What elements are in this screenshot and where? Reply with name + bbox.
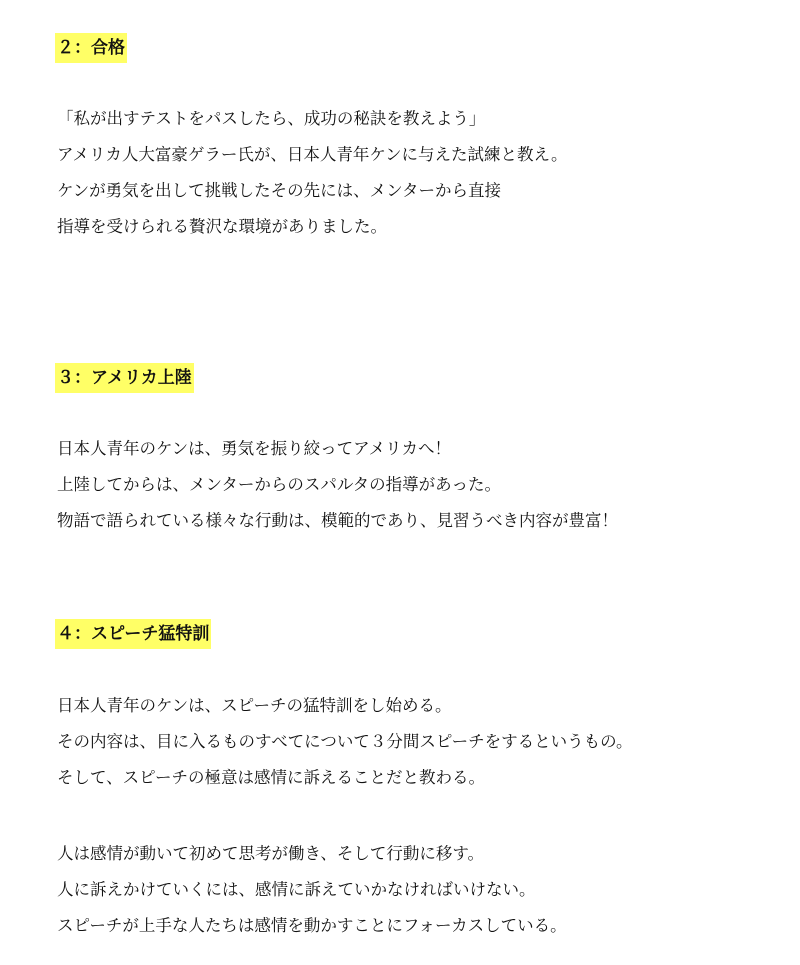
text-line: スピーチが上手な人たちは感情を動かすことにフォーカスしている。 bbox=[57, 916, 567, 935]
section-4-paragraph-2 bbox=[57, 836, 567, 944]
text-line: 日本人青年のケンは、勇気を振り絞ってアメリカへ！ bbox=[57, 439, 452, 458]
section-2-paragraph bbox=[57, 101, 568, 245]
text-line: 人は感情が動いて初めて思考が働き、そして行動に移す。 bbox=[57, 844, 485, 863]
text-line: アメリカ人大富豪ゲラー氏が、日本人青年ケンに与えた試練と教え。 bbox=[57, 145, 568, 164]
text-line: そして、スピーチの極意は感情に訴えることだと教わる。 bbox=[57, 768, 486, 787]
text-line: 「私が出すテストをパスしたら、成功の秘訣を教えよう」 bbox=[57, 109, 486, 128]
section-3-paragraph bbox=[57, 431, 618, 539]
text-line: 人に訴えかけていくには、感情に訴えていかなければいけない。 bbox=[57, 880, 536, 899]
text-line: 物語で語られている様々な行動は、模範的であり、見習うべき内容が豊富！ bbox=[57, 511, 618, 530]
text-line: 日本人青年のケンは、スピーチの猛特訓をし始める。 bbox=[57, 696, 452, 715]
text-line: その内容は、目に入るものすべてについて３分間スピーチをするというもの。 bbox=[57, 732, 633, 751]
section-4-paragraph-1 bbox=[57, 688, 633, 796]
section-heading-2: ２：合格 bbox=[55, 33, 127, 63]
text-line: 指導を受けられる贅沢な環境がありました。 bbox=[57, 217, 387, 236]
section-heading-3: ３：アメリカ上陸 bbox=[55, 363, 194, 393]
text-line: 上陸してからは、メンターからのスパルタの指導があった。 bbox=[57, 475, 502, 494]
section-heading-4: ４：スピーチ猛特訓 bbox=[55, 619, 211, 649]
text-line: ケンが勇気を出して挑戦したその先には、メンターから直接 bbox=[57, 181, 502, 200]
